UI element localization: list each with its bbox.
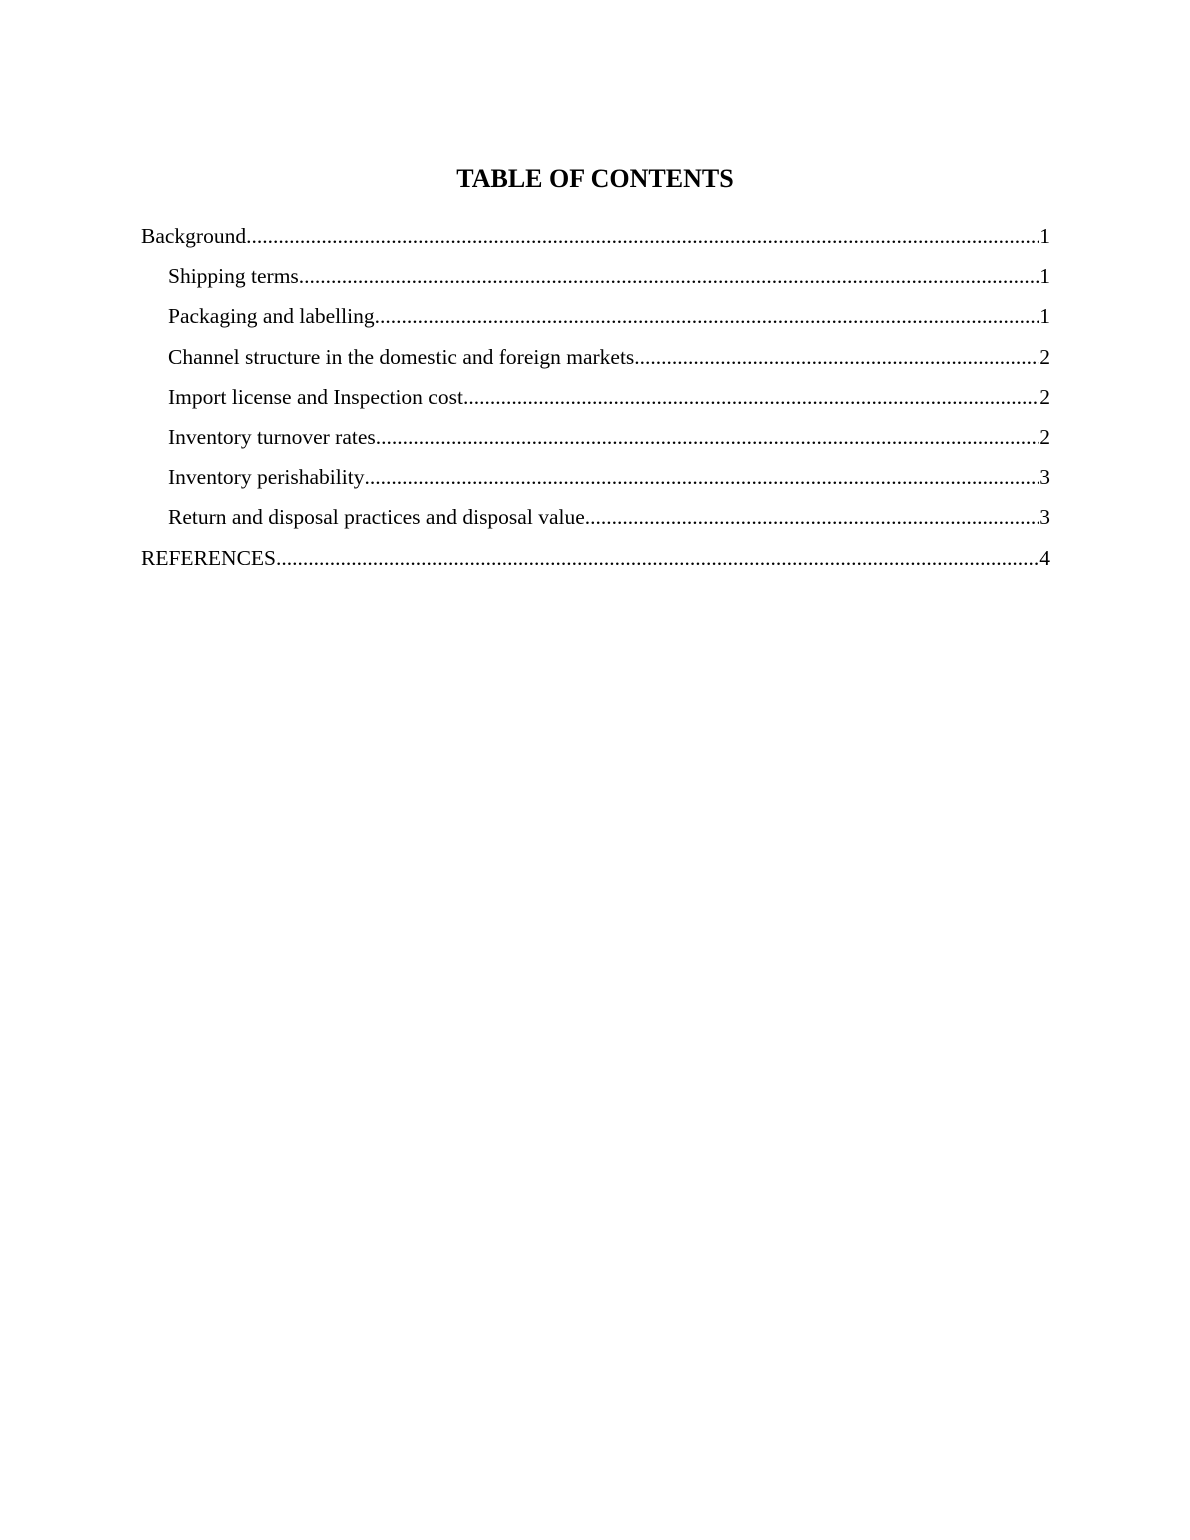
toc-title: TABLE OF CONTENTS bbox=[456, 164, 734, 193]
toc-entry-channel-structure[interactable] bbox=[141, 341, 1050, 381]
toc-page-number: 1 bbox=[1039, 304, 1050, 329]
toc-dot-leader bbox=[634, 341, 1039, 373]
toc-list bbox=[141, 220, 1050, 582]
toc-dot-leader bbox=[364, 461, 1039, 493]
toc-entry-shipping-terms[interactable] bbox=[141, 260, 1050, 300]
toc-dot-leader bbox=[463, 381, 1039, 413]
toc-entry-label: Shipping terms bbox=[168, 264, 299, 289]
toc-dot-leader bbox=[276, 542, 1039, 574]
toc-dot-leader bbox=[299, 260, 1039, 292]
toc-entry-label: Inventory turnover rates bbox=[168, 424, 376, 449]
toc-page-number: 2 bbox=[1039, 384, 1050, 409]
toc-page-number: 2 bbox=[1039, 424, 1050, 449]
toc-entry-references[interactable] bbox=[141, 542, 1050, 582]
toc-entry-packaging-and-labelling[interactable] bbox=[141, 300, 1050, 340]
toc-page-number: 1 bbox=[1039, 224, 1050, 248]
toc-entry-label: Inventory perishability bbox=[168, 465, 365, 490]
toc-entry-inventory-perishability[interactable] bbox=[141, 461, 1050, 501]
toc-entry-label: Import license and Inspection cost bbox=[168, 384, 463, 409]
toc-page-number: 4 bbox=[1039, 545, 1050, 570]
toc-entry-label: Background bbox=[141, 224, 247, 248]
toc-page-number: 1 bbox=[1039, 264, 1050, 289]
toc-entry-label: Channel structure in the domestic and foreign markets bbox=[168, 344, 635, 369]
toc-page-number: 2 bbox=[1039, 344, 1050, 369]
toc-page-number: 3 bbox=[1039, 505, 1050, 530]
toc-entry-import-license[interactable] bbox=[141, 381, 1050, 421]
toc-dot-leader bbox=[585, 501, 1039, 533]
toc-dot-leader bbox=[246, 220, 1039, 252]
toc-page-number: 3 bbox=[1039, 465, 1050, 490]
toc-entry-label: Packaging and labelling bbox=[168, 304, 375, 329]
toc-entry-label: REFERENCES bbox=[141, 545, 276, 570]
toc-dot-leader bbox=[376, 421, 1039, 453]
toc-entry-label: Return and disposal practices and disposal value bbox=[168, 505, 585, 530]
toc-entry-return-and-disposal[interactable] bbox=[141, 501, 1050, 541]
toc-dot-leader bbox=[375, 300, 1040, 332]
toc-entry-inventory-turnover-rates[interactable] bbox=[141, 421, 1050, 461]
toc-entry-background[interactable] bbox=[141, 220, 1050, 260]
